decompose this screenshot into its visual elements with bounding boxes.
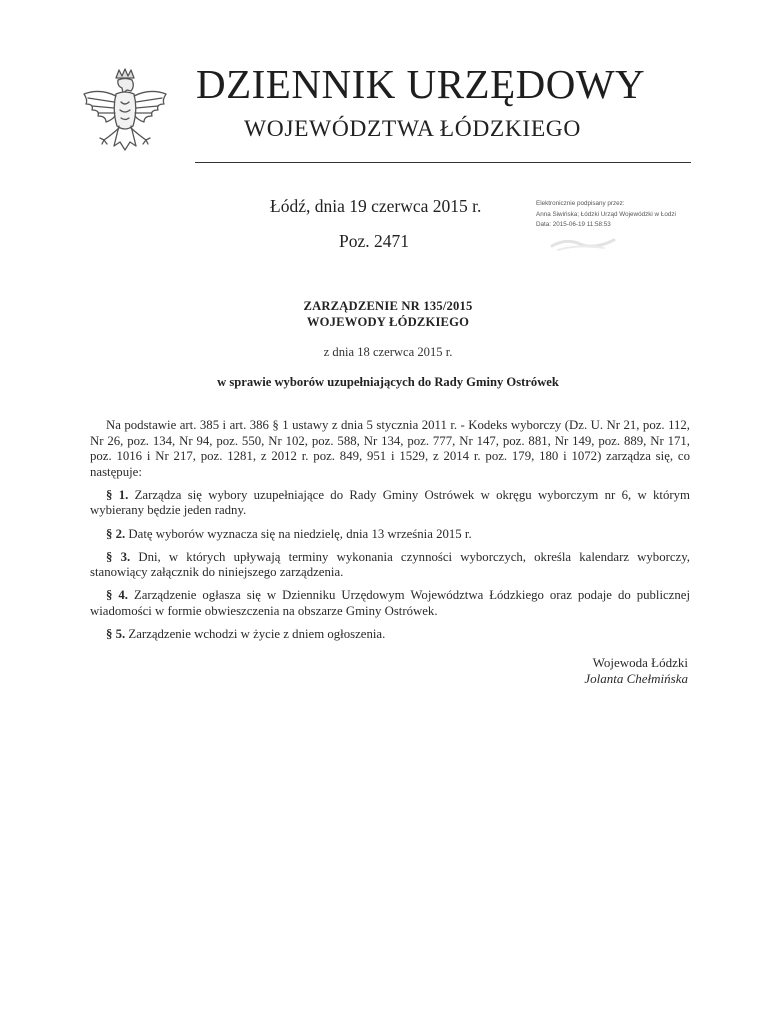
order-body [90, 418, 690, 643]
masthead-subtitle: WOJEWÓDZTWA ŁÓDZKIEGO [244, 116, 581, 142]
paragraph-text: Zarządzenie wchodzi w życie z dniem ogłoszenia. [128, 627, 386, 642]
position-number: Poz. 2471 [339, 231, 409, 251]
paragraph-text: Datę wyborów wyznacza się na niedzielę, dnia 13 września 2015 r. [128, 526, 472, 541]
esign-signer: Anna Siwińska; Łódzki Urząd Wojewódzki w Łodzi [536, 210, 676, 218]
signer-name: Jolanta Chełmińska [584, 671, 688, 686]
paragraph-4 [90, 588, 690, 619]
paragraph-number: § 2. [106, 526, 126, 541]
paragraph-1 [90, 488, 690, 519]
esign-label: Elektronicznie podpisany przez: [536, 200, 625, 207]
paragraph-3 [90, 550, 690, 581]
paragraph-number: § 4. [106, 588, 128, 603]
order-title [0, 298, 776, 330]
eagle-emblem-icon [78, 66, 172, 168]
paragraph-number: § 3. [106, 549, 131, 564]
signer-title: Wojewoda Łódzki [592, 655, 688, 670]
paragraph-text: Dni, w których upływają terminy wykonania czynności wyborczych, określa kalendarz wyborczy, stanowiący załącznik do niniejszego zarządzenia. [90, 549, 690, 580]
esign-date: Data: 2015-06-19 11:58:53 [536, 221, 611, 228]
order-title-line1: ZARZĄDZENIE NR 135/2015 [303, 299, 473, 313]
publication-place-date: Łódź, dnia 19 czerwca 2015 r. [270, 196, 482, 216]
signature-block [488, 655, 688, 687]
legal-basis: Na podstawie art. 385 i art. 386 § 1 ustawy z dnia 5 stycznia 2011 r. - Kodeks wyborczy (Dz. U. Nr 21, poz. 112, Nr 26, poz. 134, Nr 94, poz. 550, Nr 102, poz. 588, Nr 134, poz. 777, Nr 147, poz. 881, Nr 149, poz. 889, Nr 171, poz. 1016 i Nr 217, poz. 1281, z 2012 r. poz. 849, 951 i 1529, z 2014 r. poz. 179, 180 i 1072) zarządza się, co następuje: [90, 418, 690, 479]
paragraph-text: Zarządza się wybory uzupełniające do Rady Gminy Ostrówek w okręgu wyborczym nr 6, w którym wybierany będzie jeden radny. [90, 487, 690, 518]
electronic-signature-stamp [536, 199, 736, 231]
paragraph-text: Zarządzenie ogłasza się w Dzienniku Urzędowym Województwa Łódzkiego oraz podaje do publicznej wiadomości w formie obwieszczenia na obszarze Gminy Ostrówek. [90, 588, 690, 618]
paragraph-5 [90, 627, 690, 643]
signature-watermark-icon [548, 232, 618, 254]
masthead-divider [195, 162, 691, 163]
paragraph-2 [90, 527, 690, 543]
paragraph-number: § 1. [106, 487, 129, 502]
masthead-title: DZIENNIK URZĘDOWY [196, 61, 646, 107]
order-date: z dnia 18 czerwca 2015 r. [323, 345, 453, 359]
paragraph-number: § 5. [106, 627, 126, 642]
order-subject: w sprawie wyborów uzupełniających do Rady Gminy Ostrówek [217, 375, 559, 389]
order-title-line2: WOJEWODY ŁÓDZKIEGO [306, 315, 470, 329]
